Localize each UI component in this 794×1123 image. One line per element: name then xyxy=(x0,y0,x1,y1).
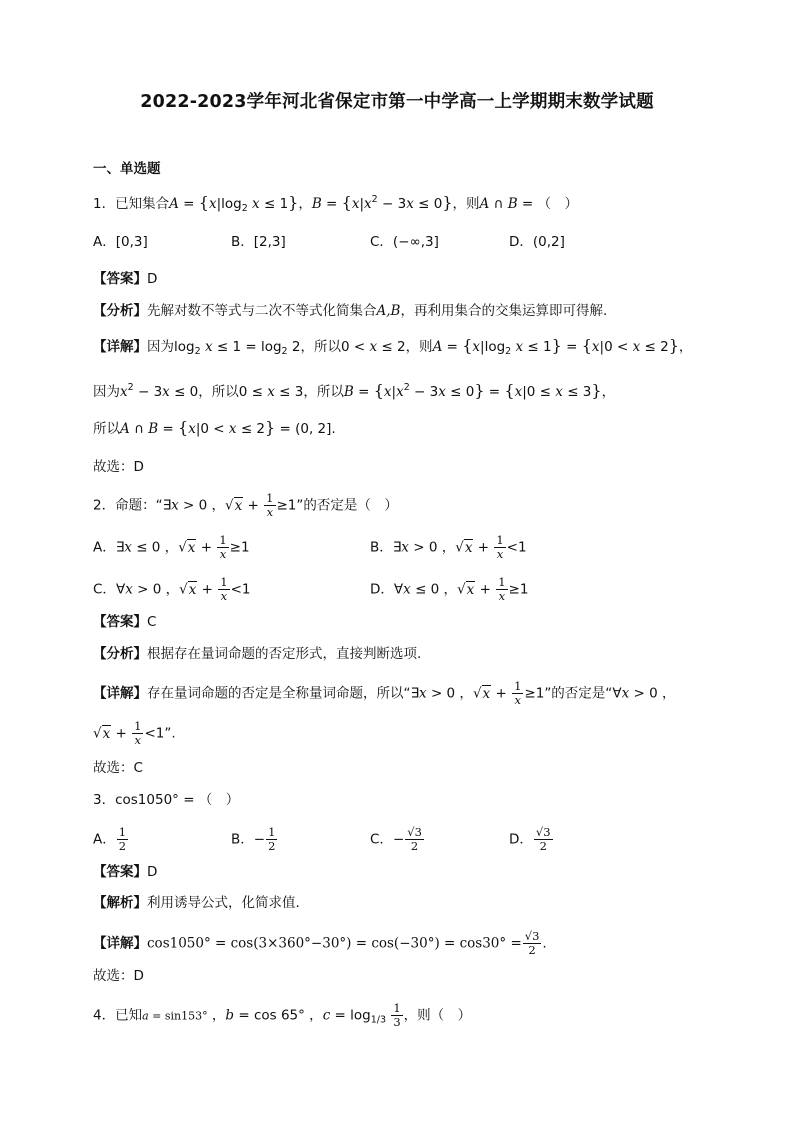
q1-option-b: B．[2,3] xyxy=(231,234,286,250)
page-title: 2022-2023学年河北省保定市第一中学高一上学期期末数学试题 xyxy=(140,92,654,112)
q1-answer: 【答案】D xyxy=(93,271,158,287)
q3-jiexi: 【解析】利用诱导公式，化简求值. xyxy=(93,895,300,911)
q3-choice: 故选：D xyxy=(93,968,144,984)
section-heading: 一、单选题 xyxy=(93,161,161,177)
q2-option-d: D．∀x ≤ 0 ，√x + $\frac{1}{x}$ ≥1 xyxy=(370,575,529,603)
q2-choice: 故选：C xyxy=(93,760,143,776)
q2-option-b: B．∃x > 0 ，√x + $\frac{1}{x}$ <1 xyxy=(370,533,527,561)
q3-stem: 3．cos1050° = （ ） xyxy=(93,792,240,808)
q1-stem: 1．已知集合$A = \{x|\log_2$ x ≤ 1}，$B = \{x|x^2 - 3x \le 0\}$，则A ∩ B = （ ） xyxy=(93,193,579,214)
q2-answer: 【答案】C xyxy=(93,614,157,630)
q1-detail-1: 【详解】因为$\log_2 x \le 1 = \log_2 2$，所以0 < x ≤ 2，则$A = \{x|\log_2$ x ≤ 1} = {x|0 < x ≤ 2}， xyxy=(93,336,693,357)
q3-detail: 【详解】cos1050° = cos(3×360°−30°) = cos(−30°) = cos30° = $\frac{√3}{2}$ . xyxy=(93,929,547,957)
q1-detail-2: 因为$x^2 - 3x \le 0$，所以0 ≤ x ≤ 3，所以$B = \{x|x^2 - 3x \le 0\} = \{x|0 \le x \le 3\}$， xyxy=(93,381,616,400)
q2-detail-2: √x + $\frac{1}{x}$ <1”. xyxy=(93,719,176,747)
q3-option-c: C．− $\frac{√3}{2}$ xyxy=(370,825,422,853)
q3-answer: 【答案】D xyxy=(93,864,158,880)
q3-option-d: D． $\frac{√3}{2}$ xyxy=(509,825,551,853)
q2-option-a: A．∃x ≤ 0 ，√x + $\frac{1}{x}$ ≥1 xyxy=(93,533,250,561)
q3-option-b: B．− $\frac{1}{2}$ xyxy=(231,825,276,853)
q2-stem: 2．命题：“∃x > 0 ，√x + $\frac{1}{x}$ ≥1”的否定是（ ） xyxy=(93,491,398,519)
q1-choice: 故选：D xyxy=(93,459,144,475)
q2-detail-1: 【详解】存在量词命题的否定是全称量词命题，所以“∃x > 0 ，√x + $\frac{1}{x}$ ≥1”的否定是“∀x > 0 ， xyxy=(93,679,676,707)
q4-stem: 4．已知a = sin153° ，b = cos 65° ，$c = \log_{1/3}$ $\frac{1}{3}$ ，则（ ） xyxy=(93,1001,472,1029)
q1-option-d: D．(0,2] xyxy=(509,234,565,250)
q1-analysis: 【分析】先解对数不等式与二次不等式化简集合A,B，再利用集合的交集运算即可得解. xyxy=(93,303,608,319)
q1-detail-3: 所以A ∩ B = {x|0 < x ≤ 2} = (0, 2]. xyxy=(93,418,336,437)
q1-option-a: A．[0,3] xyxy=(93,234,148,250)
q2-analysis: 【分析】根据存在量词命题的否定形式，直接判断选项. xyxy=(93,646,422,662)
q2-option-c: C．∀x > 0 ，√x + $\frac{1}{x}$ <1 xyxy=(93,575,251,603)
q1-option-c: C．(−∞,3] xyxy=(370,234,439,250)
q3-option-a: A． $\frac{1}{2}$ xyxy=(93,825,127,853)
